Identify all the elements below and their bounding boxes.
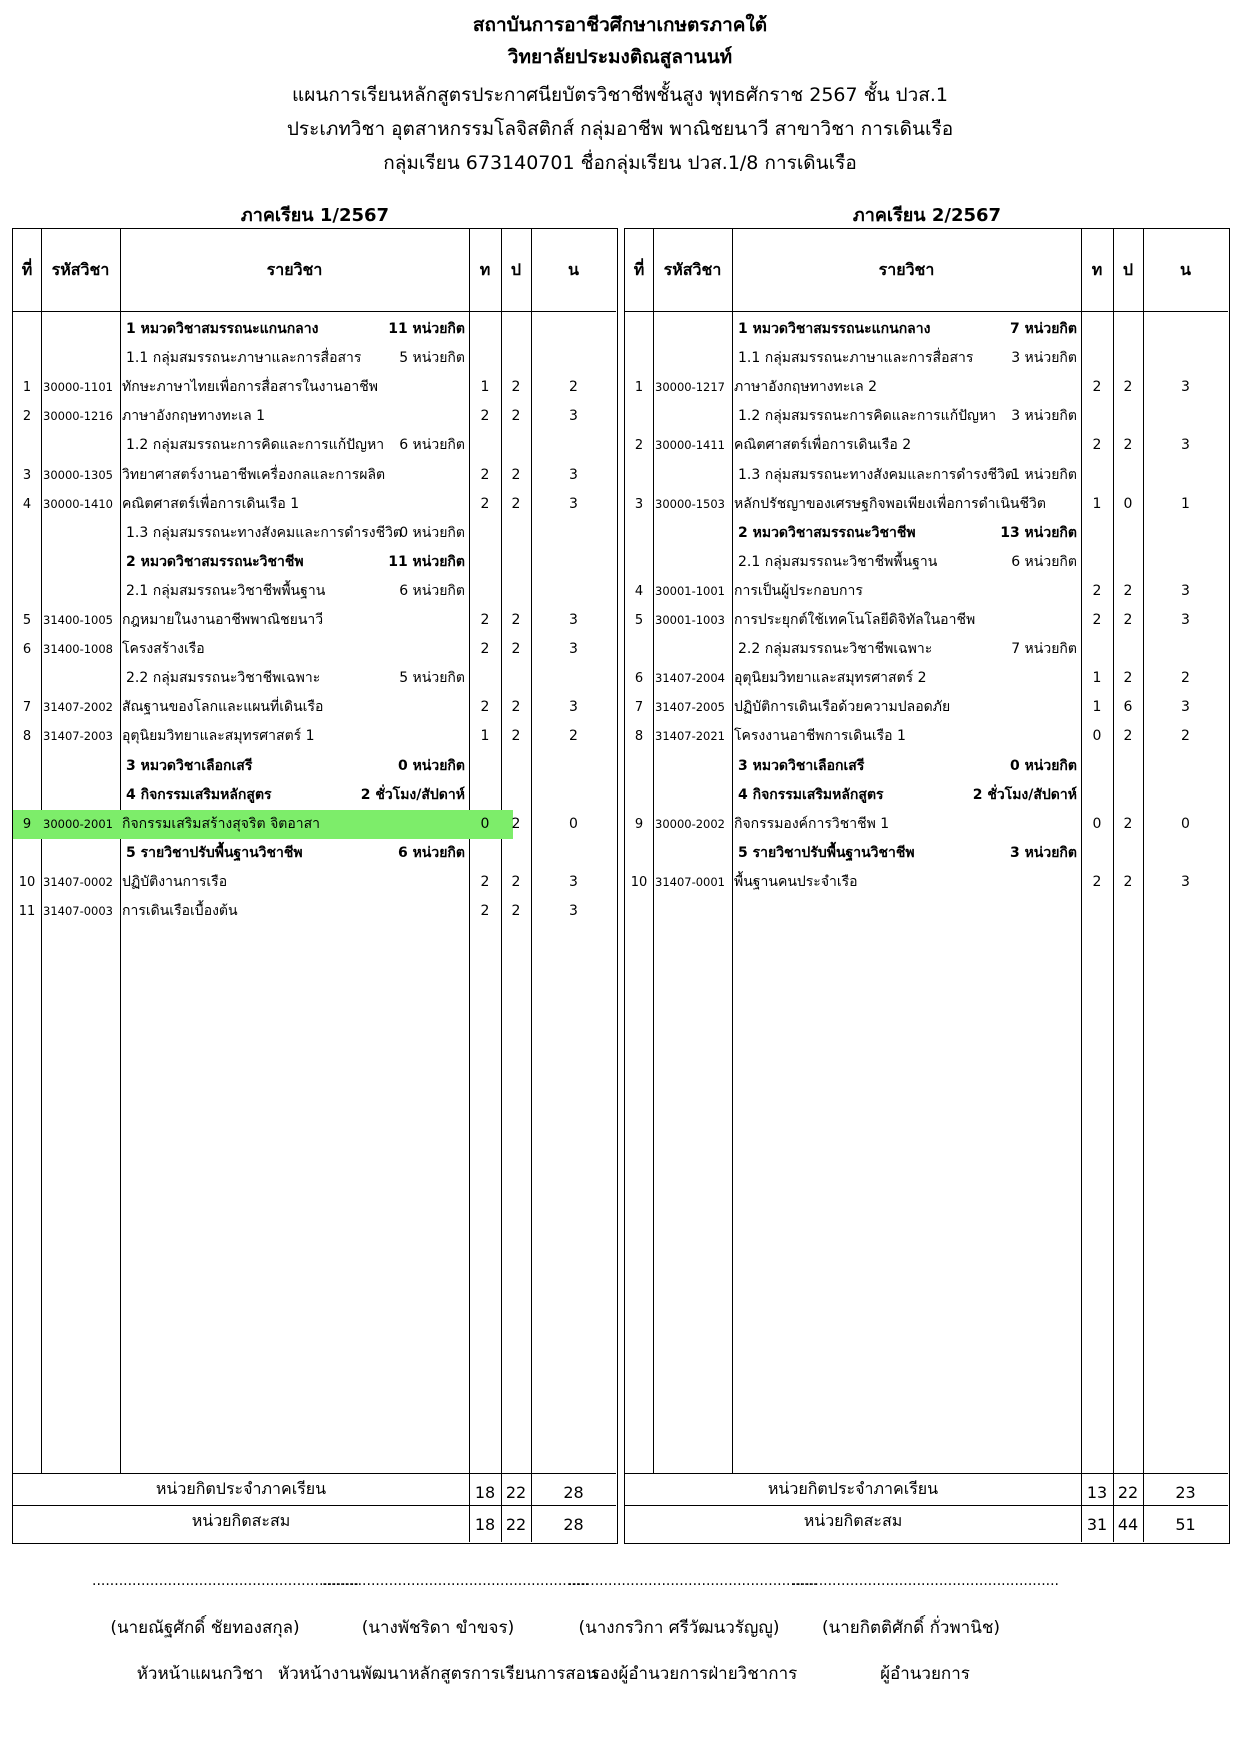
- subject-code: 31407-2002: [43, 700, 113, 715]
- category-units: 2 ชั่วโมง/สัปดาห์: [360, 786, 465, 803]
- subject-code: 31400-1005: [43, 613, 113, 627]
- subject-row: [13, 693, 616, 722]
- subject-code: 31407-2003: [43, 729, 113, 744]
- subject-name: ทักษะภาษาไทยเพื่อการสื่อสารในงานอาชีพ: [122, 379, 378, 396]
- subject-code: 30001-1003: [655, 613, 725, 627]
- credit-units: 2: [569, 728, 578, 745]
- credit-units: 3: [569, 408, 578, 425]
- category-title: 2 หมวดวิชาสมรรถนะวิชาชีพ: [738, 524, 916, 541]
- theory-hours: 1: [1092, 670, 1102, 687]
- class-group-info: กลุ่มเรียน 673140701 ชื่อกลุ่มเรียน ปวส.1/8 การเดินเรือ: [383, 152, 857, 174]
- group-units: 3 หน่วยกิต: [1011, 350, 1077, 367]
- signature-line: ............................................................: [792, 1573, 1060, 1589]
- category-title: 2 หมวดวิชาสมรรถนะวิชาชีพ: [126, 553, 304, 570]
- subject-number: 5: [22, 613, 32, 628]
- group-title: 1.1 กลุ่มสมรรถนะภาษาและการสื่อสาร: [738, 350, 974, 367]
- category-title: 1 หมวดวิชาสมรรถนะแกนกลาง: [738, 321, 931, 337]
- subject-code: 30000-1503: [655, 496, 725, 511]
- subject-row: [625, 373, 1228, 402]
- category-row: [13, 315, 616, 344]
- credit-units: 3: [1181, 699, 1190, 716]
- subject-name: ปฏิบัติการเดินเรือด้วยความปลอดภัย: [734, 699, 951, 716]
- subject-number: 3: [634, 496, 644, 512]
- theory-hours: 2: [480, 641, 490, 658]
- column-header-u: น: [568, 260, 579, 279]
- subject-name: การเดินเรือเบื้องต้น: [122, 903, 238, 919]
- subject-name: หลักปรัชญาของเศรษฐกิจพอเพียงเพื่อการดำเนินชีวิต: [734, 495, 1046, 512]
- subject-number: 3: [22, 467, 32, 483]
- category-units: 3 หน่วยกิต: [1009, 844, 1077, 861]
- subject-name: กิจกรรมองค์การวิชาชีพ 1: [734, 815, 890, 832]
- subject-row: [625, 606, 1228, 635]
- signer-role: หัวหน้าแผนกวิชา: [136, 1664, 264, 1684]
- group-units: 5 หน่วยกิต: [399, 350, 465, 367]
- subject-name: สัณฐานของโลกและแผนที่เดินเรือ: [122, 699, 324, 716]
- category-title: 5 รายวิชาปรับพื้นฐานวิชาชีพ: [738, 844, 915, 861]
- theory-hours: 2: [480, 903, 490, 919]
- group-row: [625, 548, 1228, 577]
- theory-hours: 2: [1092, 582, 1102, 599]
- group-row: [13, 664, 616, 693]
- subject-number: 11: [18, 904, 36, 919]
- group-title: 1.2 กลุ่มสมรรถนะการคิดและการแก้ปัญหา: [126, 437, 385, 454]
- practice-hours: 2: [1123, 873, 1133, 890]
- subject-row: [13, 868, 616, 897]
- subject-code: 30000-1411: [655, 438, 725, 453]
- credit-units: 2: [569, 379, 578, 396]
- subject-code: 31407-2021: [655, 729, 725, 744]
- subject-row: [13, 635, 616, 664]
- category-title: 5 รายวิชาปรับพื้นฐานวิชาชีพ: [126, 844, 303, 861]
- cumulative-total-t: 31: [1086, 1515, 1108, 1534]
- subject-row: [13, 722, 616, 751]
- credit-units: 0: [1181, 815, 1190, 832]
- category-row: [13, 548, 616, 577]
- subject-code: 30000-1216: [43, 409, 113, 424]
- theory-hours: 2: [480, 699, 490, 716]
- column-header-t: ท: [479, 260, 491, 279]
- category-title: 3 หมวดวิชาเลือกเสรี: [738, 757, 865, 774]
- signature-line: ........................................................: [568, 1573, 818, 1589]
- theory-hours: 1: [480, 728, 490, 745]
- semester2-title: ภาคเรียน 2/2567: [852, 205, 1002, 226]
- practice-hours: 2: [1123, 815, 1133, 832]
- group-row: [625, 635, 1228, 664]
- semester1-table: [12, 228, 618, 1544]
- subject-number: 9: [22, 816, 32, 832]
- semester-total-p: 22: [1117, 1483, 1139, 1502]
- cumulative-total-u: 51: [1175, 1515, 1196, 1534]
- group-title: 1.2 กลุ่มสมรรถนะการคิดและการแก้ปัญหา: [738, 408, 997, 425]
- group-units: 6 หน่วยกิต: [399, 437, 465, 454]
- subject-name: การประยุกต์ใช้เทคโนโลยีดิจิทัลในอาชีพ: [734, 612, 976, 628]
- row-divider: [625, 311, 1228, 312]
- cumulative-total-p: 22: [505, 1515, 527, 1534]
- subject-number: 10: [630, 874, 648, 890]
- subject-number: 2: [22, 409, 32, 425]
- category-title: 3 หมวดวิชาเลือกเสรี: [126, 757, 253, 774]
- credit-units: 3: [569, 495, 578, 512]
- column-header-no: ที่: [633, 260, 645, 279]
- category-units: 11 หน่วยกิต: [388, 553, 465, 570]
- subject-number: 1: [634, 380, 644, 396]
- column-header-u: น: [1180, 260, 1191, 279]
- theory-hours: 2: [1092, 612, 1102, 628]
- practice-hours: 2: [511, 728, 521, 745]
- subject-code: 31407-0003: [43, 904, 113, 918]
- column-header-p: ป: [510, 260, 522, 279]
- practice-hours: 2: [511, 379, 521, 396]
- subject-row: [13, 897, 616, 926]
- category-row: [625, 752, 1228, 781]
- credit-units: 3: [1181, 582, 1190, 599]
- subject-number: 2: [634, 438, 644, 454]
- category-row: [625, 839, 1228, 868]
- subject-name: โครงสร้างเรือ: [122, 641, 205, 658]
- group-units: 6 หน่วยกิต: [1011, 553, 1077, 570]
- subject-code: 30000-1410: [43, 496, 113, 511]
- category-row: [625, 781, 1228, 810]
- subject-name: พื้นฐานคนประจำเรือ: [734, 873, 858, 890]
- credit-units: 3: [569, 699, 578, 716]
- institution-name: สถาบันการอาชีวศึกษาเกษตรภาคใต้: [472, 14, 768, 36]
- credit-units: 3: [1181, 379, 1190, 396]
- subject-row: [625, 810, 1228, 839]
- subject-row: [625, 431, 1228, 460]
- theory-hours: 2: [480, 466, 490, 483]
- subject-code: 30000-1305: [43, 467, 113, 482]
- category-title: 4 กิจกรรมเสริมหลักสูตร: [126, 786, 272, 803]
- subject-number: 10: [18, 874, 36, 890]
- group-units: 7 หน่วยกิต: [1011, 641, 1077, 658]
- subject-number: 8: [634, 729, 644, 745]
- subject-name: คณิตศาสตร์เพื่อการเดินเรือ 1: [122, 495, 300, 512]
- category-units: 7 หน่วยกิต: [1009, 321, 1077, 337]
- subject-number: 8: [22, 729, 32, 745]
- theory-hours: 0: [480, 815, 490, 832]
- group-row: [13, 431, 616, 460]
- subject-number: 4: [634, 583, 644, 599]
- category-units: 0 หน่วยกิต: [1009, 757, 1077, 774]
- subject-code: 30001-1001: [655, 583, 725, 598]
- category-units: 6 หน่วยกิต: [397, 844, 465, 861]
- cumulative-total-u: 28: [563, 1515, 584, 1534]
- signature-line: ............................................................: [322, 1573, 590, 1589]
- theory-hours: 0: [1092, 728, 1102, 745]
- group-units: 1 หน่วยกิต: [1011, 466, 1077, 483]
- subject-row: [625, 722, 1228, 751]
- subject-number: 6: [634, 671, 644, 687]
- credit-units: 3: [569, 612, 578, 628]
- group-row: [625, 344, 1228, 373]
- theory-hours: 2: [480, 408, 490, 425]
- signer-name: (นางกรวิกา ศรีวัฒนวรัญญู): [578, 1618, 780, 1638]
- subject-name: กิจกรรมเสริมสร้างสุจริต จิตอาสา: [122, 815, 321, 832]
- column-header-no: ที่: [21, 260, 33, 279]
- subject-number: 1: [22, 380, 32, 396]
- subject-name: อุตุนิยมวิทยาและสมุทรศาสตร์ 2: [734, 670, 927, 687]
- category-title: 1 หมวดวิชาสมรรถนะแกนกลาง: [126, 321, 319, 337]
- semester2-table: [624, 228, 1230, 1544]
- semester-total-p: 22: [505, 1483, 527, 1502]
- subject-row: [625, 490, 1228, 519]
- credit-units: 3: [569, 466, 578, 483]
- subject-name: ปฏิบัติงานการเรือ: [122, 873, 228, 890]
- group-units: 0 หน่วยกิต: [399, 524, 465, 541]
- subject-name: การเป็นผู้ประกอบการ: [734, 582, 863, 599]
- category-row: [625, 315, 1228, 344]
- theory-hours: 2: [1092, 437, 1102, 454]
- group-row: [625, 402, 1228, 431]
- cumulative-credits-label: หน่วยกิตสะสม: [803, 1511, 903, 1530]
- credit-units: 3: [569, 903, 578, 919]
- semester-total-t: 13: [1086, 1483, 1108, 1502]
- credit-units: 3: [569, 641, 578, 658]
- plan-title: แผนการเรียนหลักสูตรประกาศนียบัตรวิชาชีพชั้นสูง พุทธศักราช 2567 ชั้น ปวส.1: [291, 84, 949, 106]
- subject-name: โครงงานอาชีพการเดินเรือ 1: [734, 728, 906, 745]
- column-header-name: รายวิชา: [878, 260, 935, 279]
- theory-hours: 2: [1092, 379, 1102, 396]
- category-units: 11 หน่วยกิต: [388, 321, 465, 337]
- subject-number: 4: [22, 496, 32, 512]
- credit-units: 2: [1181, 728, 1190, 745]
- subject-code: 31400-1008: [43, 642, 113, 657]
- subject-row: [625, 577, 1228, 606]
- group-units: 6 หน่วยกิต: [399, 582, 465, 599]
- category-row: [13, 839, 616, 868]
- group-title: 1.3 กลุ่มสมรรถนะทางสังคมและการดำรงชีวิต: [126, 524, 403, 541]
- column-header-code: รหัสวิชา: [51, 260, 110, 279]
- group-row: [625, 461, 1228, 490]
- subject-row: [625, 868, 1228, 897]
- practice-hours: 2: [1123, 437, 1133, 454]
- subject-code: 31407-2004: [655, 671, 725, 686]
- practice-hours: 2: [511, 641, 521, 658]
- practice-hours: 2: [1123, 612, 1133, 628]
- subject-code: 30000-2001: [43, 816, 113, 831]
- category-units: 2 ชั่วโมง/สัปดาห์: [972, 786, 1077, 803]
- subject-number: 7: [634, 700, 644, 716]
- subject-row: [13, 810, 578, 839]
- subject-row: [13, 490, 616, 519]
- category-row: [13, 781, 616, 810]
- semester-total-u: 23: [1175, 1483, 1196, 1502]
- subject-number: 7: [22, 700, 32, 716]
- signer-name: (นางพัชริดา ขำขจร): [361, 1618, 515, 1638]
- signer-role: รองผู้อำนวยการฝ่ายวิชาการ: [590, 1664, 798, 1684]
- program-info: ประเภทวิชา อุตสาหกรรมโลจิสติกส์ กลุ่มอาชีพ พาณิชยนาวี สาขาวิชา การเดินเรือ: [286, 118, 954, 140]
- subject-name: อุตุนิยมวิทยาและสมุทรศาสตร์ 1: [122, 728, 315, 745]
- subject-code: 30000-1217: [655, 380, 725, 395]
- category-units: 13 หน่วยกิต: [1000, 524, 1077, 541]
- column-header-code: รหัสวิชา: [663, 260, 722, 279]
- subject-name: ภาษาอังกฤษทางทะเล 1: [122, 408, 266, 425]
- practice-hours: 2: [511, 466, 521, 483]
- category-row: [625, 519, 1228, 548]
- credit-units: 3: [1181, 873, 1190, 890]
- semester1-title: ภาคเรียน 1/2567: [240, 205, 390, 226]
- practice-hours: 6: [1123, 699, 1133, 716]
- theory-hours: 2: [480, 873, 490, 890]
- subject-code: 30000-2002: [655, 816, 725, 831]
- subject-row: [13, 402, 616, 431]
- theory-hours: 1: [1092, 495, 1102, 512]
- signer-name: (นายณัฐศักดิ์ ชัยทองสกุล): [110, 1618, 300, 1638]
- theory-hours: 1: [480, 379, 490, 396]
- subject-number: 5: [634, 613, 644, 628]
- subject-name: คณิตศาสตร์เพื่อการเดินเรือ 2: [734, 437, 912, 454]
- practice-hours: 2: [511, 612, 521, 628]
- semester-credits-label: หน่วยกิตประจำภาคเรียน: [155, 1479, 327, 1498]
- signer-role: ผู้อำนวยการ: [880, 1664, 970, 1684]
- subject-code: 31407-0001: [655, 874, 725, 889]
- subject-number: 6: [22, 642, 32, 658]
- row-divider: [13, 311, 616, 312]
- theory-hours: 1: [1092, 699, 1102, 716]
- credit-units: 3: [1181, 612, 1190, 628]
- group-units: 5 หน่วยกิต: [399, 670, 465, 687]
- semester-credits-label: หน่วยกิตประจำภาคเรียน: [767, 1479, 939, 1498]
- group-title: 2.1 กลุ่มสมรรถนะวิชาชีพพื้นฐาน: [738, 553, 938, 570]
- practice-hours: 2: [511, 699, 521, 716]
- column-header-name: รายวิชา: [266, 260, 323, 279]
- subject-code: 30000-1101: [43, 380, 113, 395]
- column-header-p: ป: [1122, 260, 1134, 279]
- cumulative-total-p: 44: [1117, 1515, 1139, 1534]
- column-header-t: ท: [1091, 260, 1103, 279]
- signer-role: หัวหน้างานพัฒนาหลักสูตรการเรียนการสอน: [278, 1664, 598, 1684]
- group-title: 2.2 กลุ่มสมรรถนะวิชาชีพเฉพาะ: [738, 641, 933, 658]
- theory-hours: 0: [1092, 815, 1102, 832]
- group-row: [13, 344, 616, 373]
- signature-line: ............................................................: [92, 1573, 360, 1589]
- category-title: 4 กิจกรรมเสริมหลักสูตร: [738, 786, 884, 803]
- subject-code: 31407-0002: [43, 874, 113, 889]
- credit-units: 0: [569, 815, 578, 832]
- practice-hours: 2: [1123, 379, 1133, 396]
- group-title: 2.2 กลุ่มสมรรถนะวิชาชีพเฉพาะ: [126, 670, 321, 687]
- subject-row: [13, 461, 616, 490]
- credit-units: 2: [1181, 670, 1190, 687]
- college-name: วิทยาลัยประมงติณสูลานนท์: [507, 46, 733, 68]
- semester-total-u: 28: [563, 1483, 584, 1502]
- theory-hours: 2: [480, 612, 490, 628]
- subject-name: ภาษาอังกฤษทางทะเล 2: [734, 379, 878, 396]
- subject-name: กฎหมายในงานอาชีพพาณิชยนาวี: [122, 612, 324, 628]
- semester-total-t: 18: [474, 1483, 496, 1502]
- subject-row: [13, 373, 616, 402]
- practice-hours: 2: [1123, 670, 1133, 687]
- subject-code: 31407-2005: [655, 700, 725, 715]
- theory-hours: 2: [480, 495, 490, 512]
- subject-row: [625, 664, 1228, 693]
- practice-hours: 2: [511, 408, 521, 425]
- practice-hours: 2: [1123, 728, 1133, 745]
- practice-hours: 2: [511, 815, 521, 832]
- group-title: 1.1 กลุ่มสมรรถนะภาษาและการสื่อสาร: [126, 350, 362, 367]
- category-row: [13, 752, 616, 781]
- theory-hours: 2: [1092, 873, 1102, 890]
- category-units: 0 หน่วยกิต: [397, 757, 465, 774]
- group-row: [13, 577, 616, 606]
- group-units: 3 หน่วยกิต: [1011, 408, 1077, 425]
- credit-units: 1: [1181, 495, 1190, 512]
- subject-row: [13, 606, 616, 635]
- practice-hours: 2: [511, 495, 521, 512]
- group-title: 2.1 กลุ่มสมรรถนะวิชาชีพพื้นฐาน: [126, 582, 326, 599]
- group-row: [13, 519, 616, 548]
- group-title: 1.3 กลุ่มสมรรถนะทางสังคมและการดำรงชีวิต: [738, 466, 1015, 483]
- practice-hours: 2: [511, 903, 521, 919]
- signer-name: (นายกิตติศักดิ์ กั่วพานิช): [821, 1618, 1001, 1638]
- subject-number: 9: [634, 816, 644, 832]
- subject-name: วิทยาศาสตร์งานอาชีพเครื่องกลและการผลิต: [122, 466, 386, 483]
- subject-row: [625, 693, 1228, 722]
- cumulative-credits-label: หน่วยกิตสะสม: [191, 1511, 291, 1530]
- credit-units: 3: [1181, 437, 1190, 454]
- practice-hours: 0: [1123, 495, 1133, 512]
- practice-hours: 2: [511, 873, 521, 890]
- cumulative-total-t: 18: [474, 1515, 496, 1534]
- practice-hours: 2: [1123, 582, 1133, 599]
- credit-units: 3: [569, 873, 578, 890]
